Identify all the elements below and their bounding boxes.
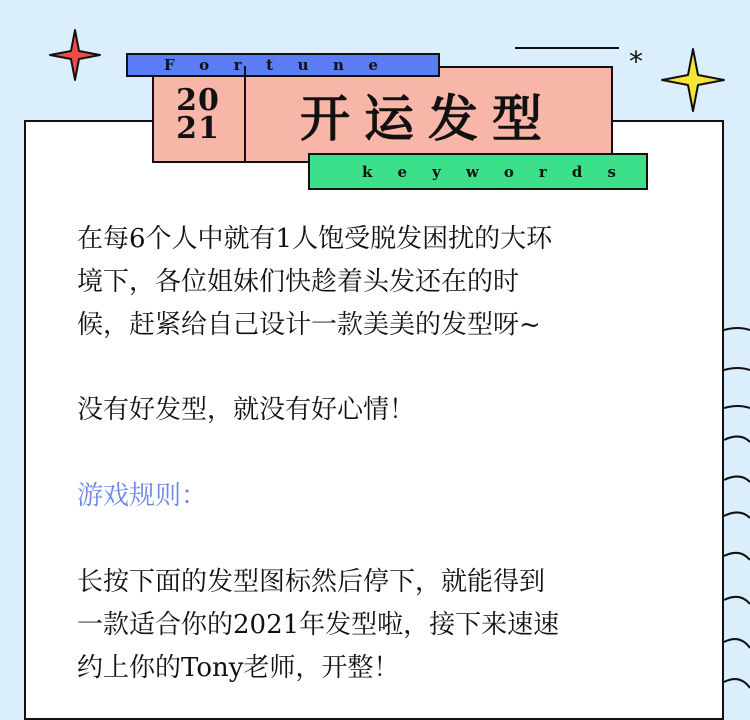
keywords-letter: o [503, 162, 514, 181]
year-line1: 20 [176, 82, 220, 118]
keywords-letter: k [362, 162, 373, 181]
year-line2: 21 [176, 110, 220, 146]
rules-line: 约上你的Tony老师，开整！ [77, 653, 400, 683]
top-right-line [515, 47, 619, 49]
keywords-letter: e [397, 162, 408, 181]
fortune-letter: t [266, 56, 274, 74]
fortune-letter: n [333, 56, 344, 74]
red-sparkle-star-icon [48, 28, 102, 82]
yellow-sparkle-star-icon [660, 47, 726, 113]
year-box [152, 66, 246, 163]
fortune-letter: o [199, 56, 210, 74]
fortune-letter: r [233, 56, 242, 74]
intro-line: 在每6个人中就有1人饱受脱发困扰的大环 [77, 224, 553, 254]
keywords-letter: d [571, 162, 583, 181]
rules-line: 长按下面的发型图标然后停下，就能得到 [77, 567, 546, 597]
rules-line: 一款适合你的2021年发型啦，接下来速速 [77, 610, 560, 640]
fortune-letter: e [368, 56, 378, 74]
intro-line: 境下，各位姐妹们快趁着头发还在的时 [77, 267, 520, 297]
fortune-letter: F [164, 56, 175, 74]
fortune-letter: u [297, 56, 309, 74]
keywords-letter: s [607, 162, 616, 181]
keywords-letter: r [538, 162, 547, 181]
page-title: 开运发型 [300, 88, 556, 148]
keywords-letter: w [465, 162, 479, 181]
asterisk-icon: * [629, 45, 643, 78]
intro-line: 候，赶紧给自己设计一款美美的发型呀~ [77, 310, 541, 340]
keywords-letter: y [432, 162, 441, 181]
keywords-strip [308, 153, 648, 190]
rules-title: 游戏规则： [77, 481, 208, 511]
motto-text: 没有好发型，就没有好心情！ [77, 395, 416, 425]
arc-decoration [724, 310, 750, 694]
